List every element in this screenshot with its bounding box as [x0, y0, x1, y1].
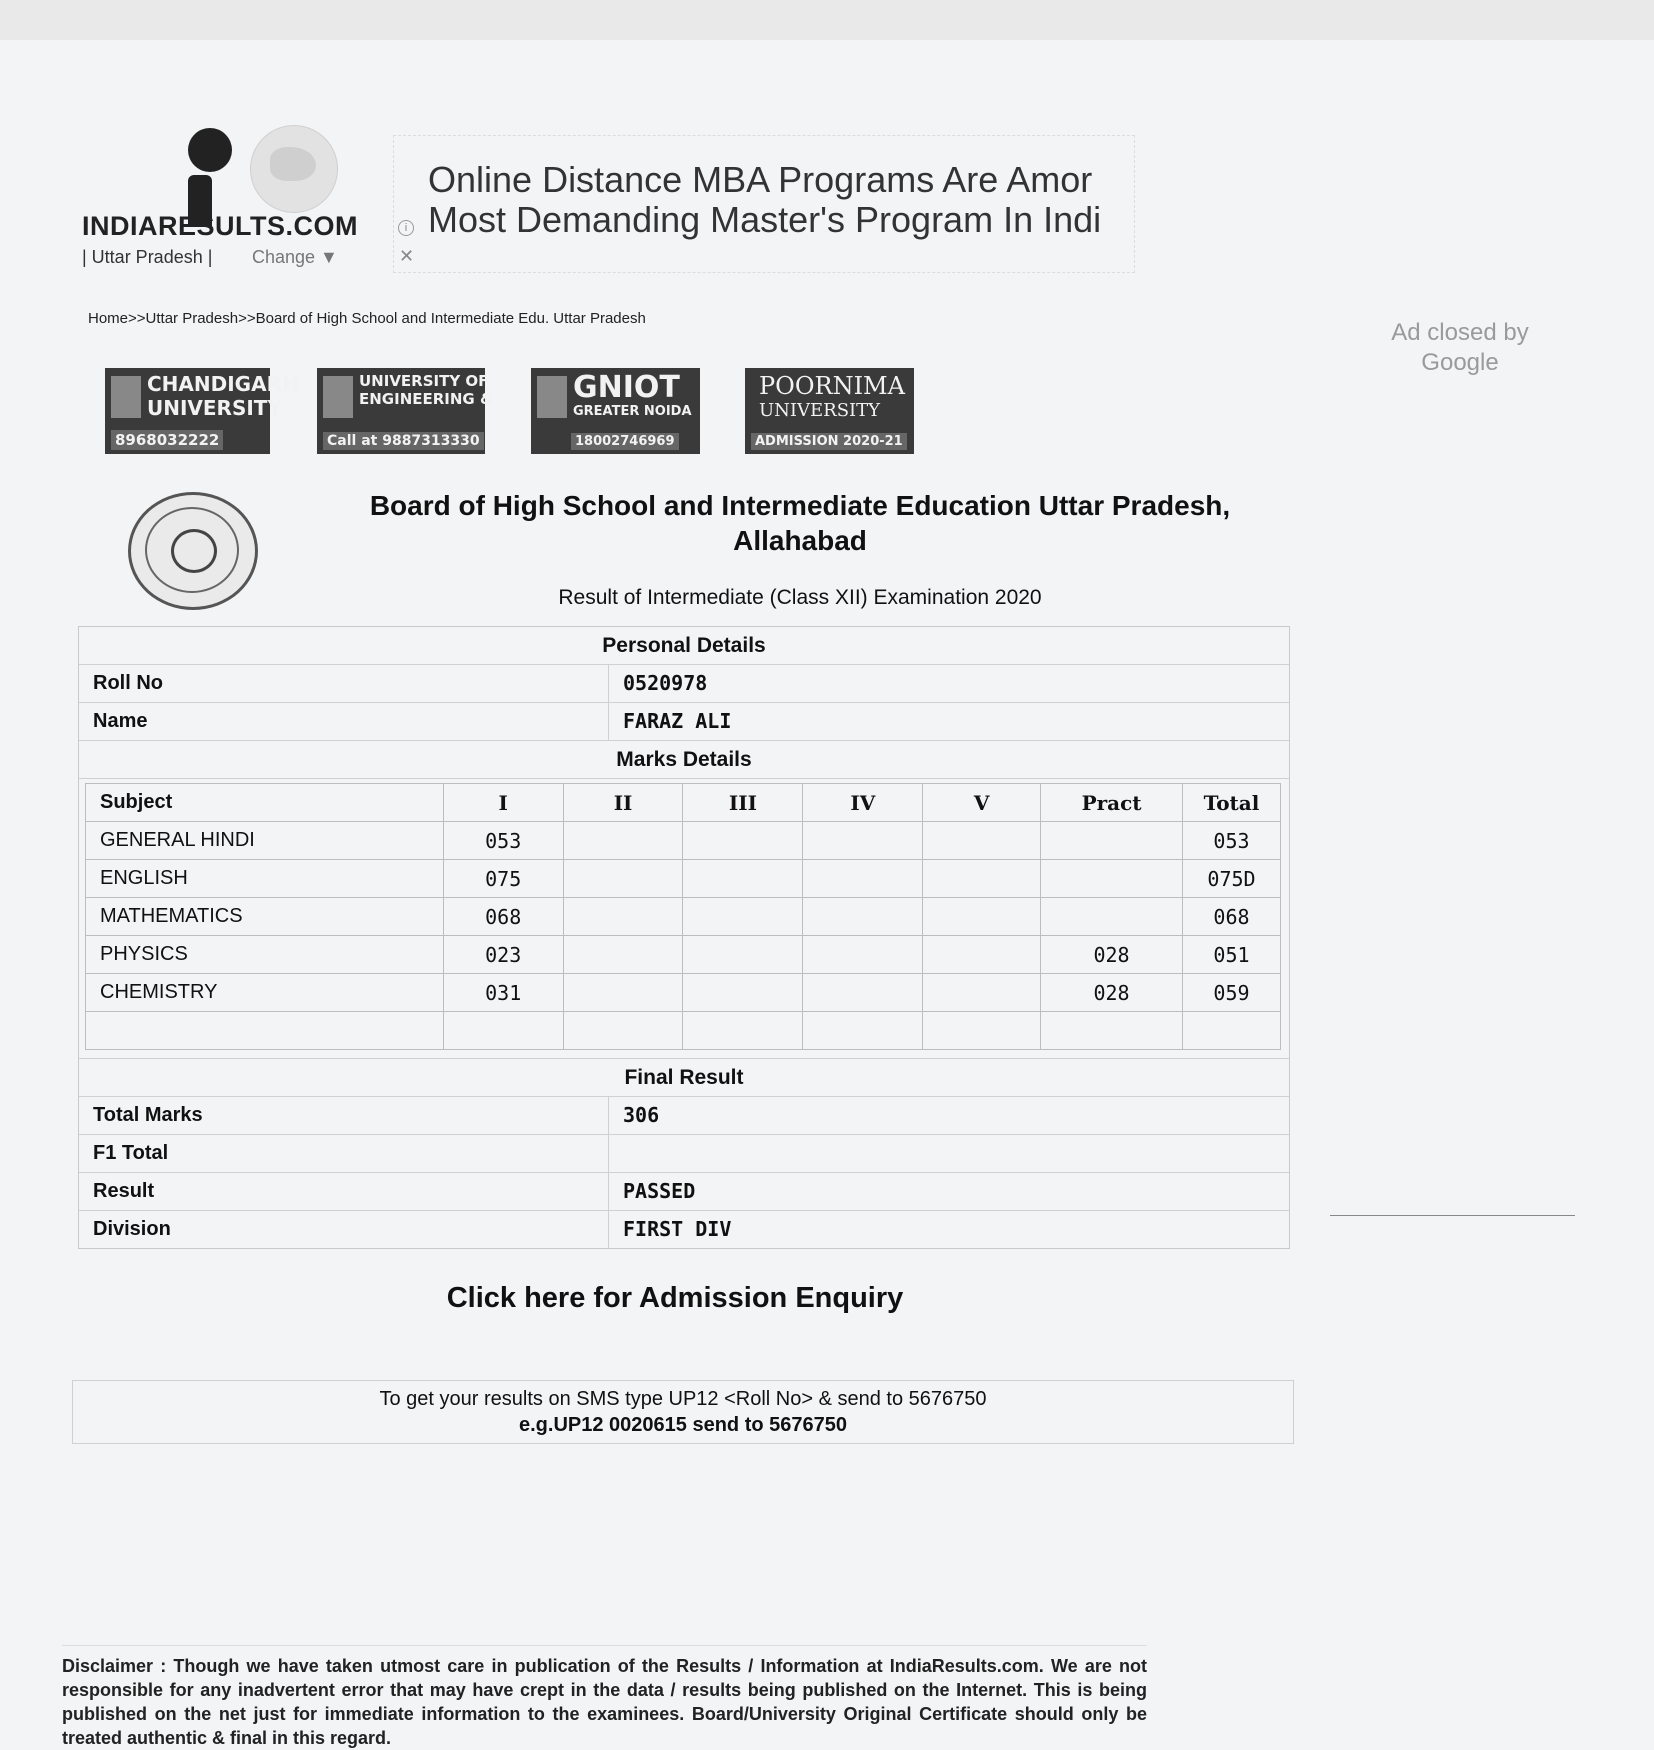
marks-cell: [563, 898, 683, 936]
marks-cell: [683, 860, 803, 898]
disclaimer-text: Disclaimer : Though we have taken utmost care in publication of the Results / Information at IndiaResults.com. We are not responsible for any inadvertent error that may have crept in the data / results being published on the Internet. This is being published on the net just for immediate information to the examinees. Board/University Original Certificate should only be treated authentic & final in this regard.: [62, 1645, 1147, 1750]
marks-cell: [923, 860, 1041, 898]
marks-cell: [1041, 822, 1183, 860]
banner-phone: 8968032222: [111, 430, 223, 450]
marks-cell: [1041, 1012, 1183, 1050]
board-title-line-2: Allahabad: [733, 525, 867, 556]
marks-cell: [563, 936, 683, 974]
board-title: [340, 488, 1260, 558]
col-header: III: [683, 784, 803, 822]
ad-line-1: Online Distance MBA Programs Are Amor: [428, 159, 1093, 200]
marks-cell: [563, 1012, 683, 1050]
marks-cell: 028: [1041, 936, 1183, 974]
marks-cell: [683, 974, 803, 1012]
ad-line-2: Most Demanding Master's Program In Indi: [428, 199, 1102, 240]
seal-emblem: [171, 529, 217, 573]
marks-row: [86, 860, 1281, 898]
marks-cell: 023: [443, 936, 563, 974]
sms-line-1: To get your results on SMS type UP12 <Roll No> & send to 5676750: [379, 1388, 987, 1410]
total-marks-label: Total Marks: [79, 1097, 609, 1134]
marks-cell: [563, 860, 683, 898]
breadcrumb[interactable]: Home>>Uttar Pradesh>>Board of High School and Intermediate Edu. Uttar Pradesh: [88, 310, 646, 327]
ad-text[interactable]: [428, 160, 1128, 240]
marks-cell: 053: [1182, 822, 1280, 860]
uem-logo-icon: [323, 376, 353, 418]
subject-cell: PHYSICS: [86, 936, 444, 974]
banner-admission: ADMISSION 2020-21: [751, 433, 907, 450]
marks-row: [86, 936, 1281, 974]
marks-table-wrap: [79, 779, 1289, 1059]
marks-cell: [1041, 898, 1183, 936]
banner-line-2: GREATER NOIDA: [573, 404, 692, 419]
marks-cell: [683, 936, 803, 974]
marks-cell: [683, 822, 803, 860]
marks-row: [86, 974, 1281, 1012]
f1-total-label: F1 Total: [79, 1135, 609, 1172]
side-ad-closed: [1380, 318, 1540, 378]
subject-cell: ENGLISH: [86, 860, 444, 898]
marks-cell: [923, 936, 1041, 974]
col-header: Pract: [1041, 784, 1183, 822]
total-marks-row: [79, 1097, 1289, 1135]
gniot-logo-icon: [537, 376, 567, 418]
division-row: [79, 1211, 1289, 1248]
name-label: Name: [79, 703, 609, 740]
roll-no-value: 0520978: [623, 671, 708, 695]
roll-no-row: [79, 665, 1289, 703]
col-header: II: [563, 784, 683, 822]
subject-cell: MATHEMATICS: [86, 898, 444, 936]
marks-cell: [443, 1012, 563, 1050]
side-divider: [1330, 1215, 1575, 1216]
marks-cell: [803, 860, 923, 898]
change-region-link[interactable]: Change ▼: [252, 247, 338, 267]
marks-cell: [923, 898, 1041, 936]
marks-details-heading: Marks Details: [79, 741, 1289, 779]
close-icon[interactable]: ✕: [399, 246, 415, 266]
board-title-line-1: Board of High School and Intermediate Education Uttar Pradesh,: [369, 490, 1231, 521]
region-label: | Uttar Pradesh |: [82, 247, 213, 267]
marks-cell: [803, 936, 923, 974]
f1-total-row: [79, 1135, 1289, 1173]
banner-uem[interactable]: [317, 368, 494, 454]
person-icon: [188, 128, 232, 172]
final-result-heading: Final Result: [79, 1059, 1289, 1097]
sms-line-2: e.g.UP12 0020615 send to 5676750: [519, 1414, 847, 1436]
result-value: PASSED: [623, 1179, 696, 1203]
scan-margin: [0, 0, 1654, 40]
up-map-shape: [270, 147, 316, 181]
side-ad-line-2: Google: [1421, 349, 1499, 376]
division-label: Division: [79, 1211, 609, 1248]
col-header: IV: [803, 784, 923, 822]
col-header: I: [443, 784, 563, 822]
top-advertisement[interactable]: [393, 135, 1135, 273]
col-header: V: [923, 784, 1041, 822]
banner-poornima-university[interactable]: [745, 368, 914, 454]
board-seal-logo: [128, 492, 258, 610]
marks-row: [86, 898, 1281, 936]
banner-phone: 18002746969: [571, 433, 679, 450]
result-table: [78, 626, 1290, 1249]
banner-line-2: UNIVERSITY: [759, 400, 881, 421]
banner-line-1: POORNIMA: [759, 372, 905, 400]
marks-cell: [563, 822, 683, 860]
banner-chandigarh-university[interactable]: [105, 368, 299, 454]
banner-phone: Call at 9887313330: [323, 432, 484, 450]
banner-line-1: GNIOT: [573, 370, 680, 405]
marks-cell: 068: [443, 898, 563, 936]
marks-cell: 075: [443, 860, 563, 898]
total-marks-value: 306: [623, 1103, 660, 1127]
marks-header-row: [86, 784, 1281, 822]
result-label: Result: [79, 1173, 609, 1210]
banner-gniot[interactable]: [531, 368, 700, 454]
marks-cell: 053: [443, 822, 563, 860]
banner-line-1: CHANDIGARH: [147, 372, 299, 396]
info-icon[interactable]: i: [398, 220, 414, 236]
marks-cell: 059: [1182, 974, 1280, 1012]
name-value: FARAZ ALI: [623, 709, 732, 733]
marks-row: [86, 1012, 1281, 1050]
marks-cell: [803, 974, 923, 1012]
marks-cell: 051: [1182, 936, 1280, 974]
marks-cell: 031: [443, 974, 563, 1012]
marks-cell: [563, 974, 683, 1012]
roll-no-label: Roll No: [79, 665, 609, 702]
banner-line-2: UNIVERSITY: [147, 396, 282, 420]
marks-cell: 028: [1041, 974, 1183, 1012]
site-logo[interactable]: [80, 125, 358, 275]
marks-cell: [683, 898, 803, 936]
subject-cell: [86, 1012, 444, 1050]
exam-title: Result of Intermediate (Class XII) Examination 2020: [558, 586, 1042, 609]
banner-line-2: ENGINEERING &: [359, 390, 494, 408]
sms-info-box: [72, 1380, 1294, 1444]
personal-details-heading: Personal Details: [79, 627, 1289, 665]
brand-name[interactable]: INDIARESULTS.COM: [82, 211, 358, 241]
marks-cell: 075D: [1182, 860, 1280, 898]
cu-logo-icon: [111, 376, 141, 418]
marks-table: [85, 783, 1281, 1050]
marks-cell: 068: [1182, 898, 1280, 936]
admission-enquiry-link[interactable]: Click here for Admission Enquiry: [446, 1282, 904, 1314]
marks-cell: [923, 974, 1041, 1012]
name-row: [79, 703, 1289, 741]
marks-cell: [803, 1012, 923, 1050]
marks-cell: [1182, 1012, 1280, 1050]
marks-row: [86, 822, 1281, 860]
marks-cell: [1041, 860, 1183, 898]
subject-cell: GENERAL HINDI: [86, 822, 444, 860]
marks-cell: [803, 898, 923, 936]
marks-cell: [923, 1012, 1041, 1050]
marks-cell: [803, 822, 923, 860]
f1-total-value: [609, 1135, 623, 1172]
side-ad-line-1: Ad closed by: [1391, 319, 1529, 346]
division-value: FIRST DIV: [623, 1217, 732, 1241]
col-header: Total: [1182, 784, 1280, 822]
subject-cell: CHEMISTRY: [86, 974, 444, 1012]
marks-cell: [923, 822, 1041, 860]
col-header: Subject: [86, 784, 444, 822]
banner-line-1: UNIVERSITY OF: [359, 372, 489, 390]
marks-cell: [683, 1012, 803, 1050]
result-row: [79, 1173, 1289, 1211]
